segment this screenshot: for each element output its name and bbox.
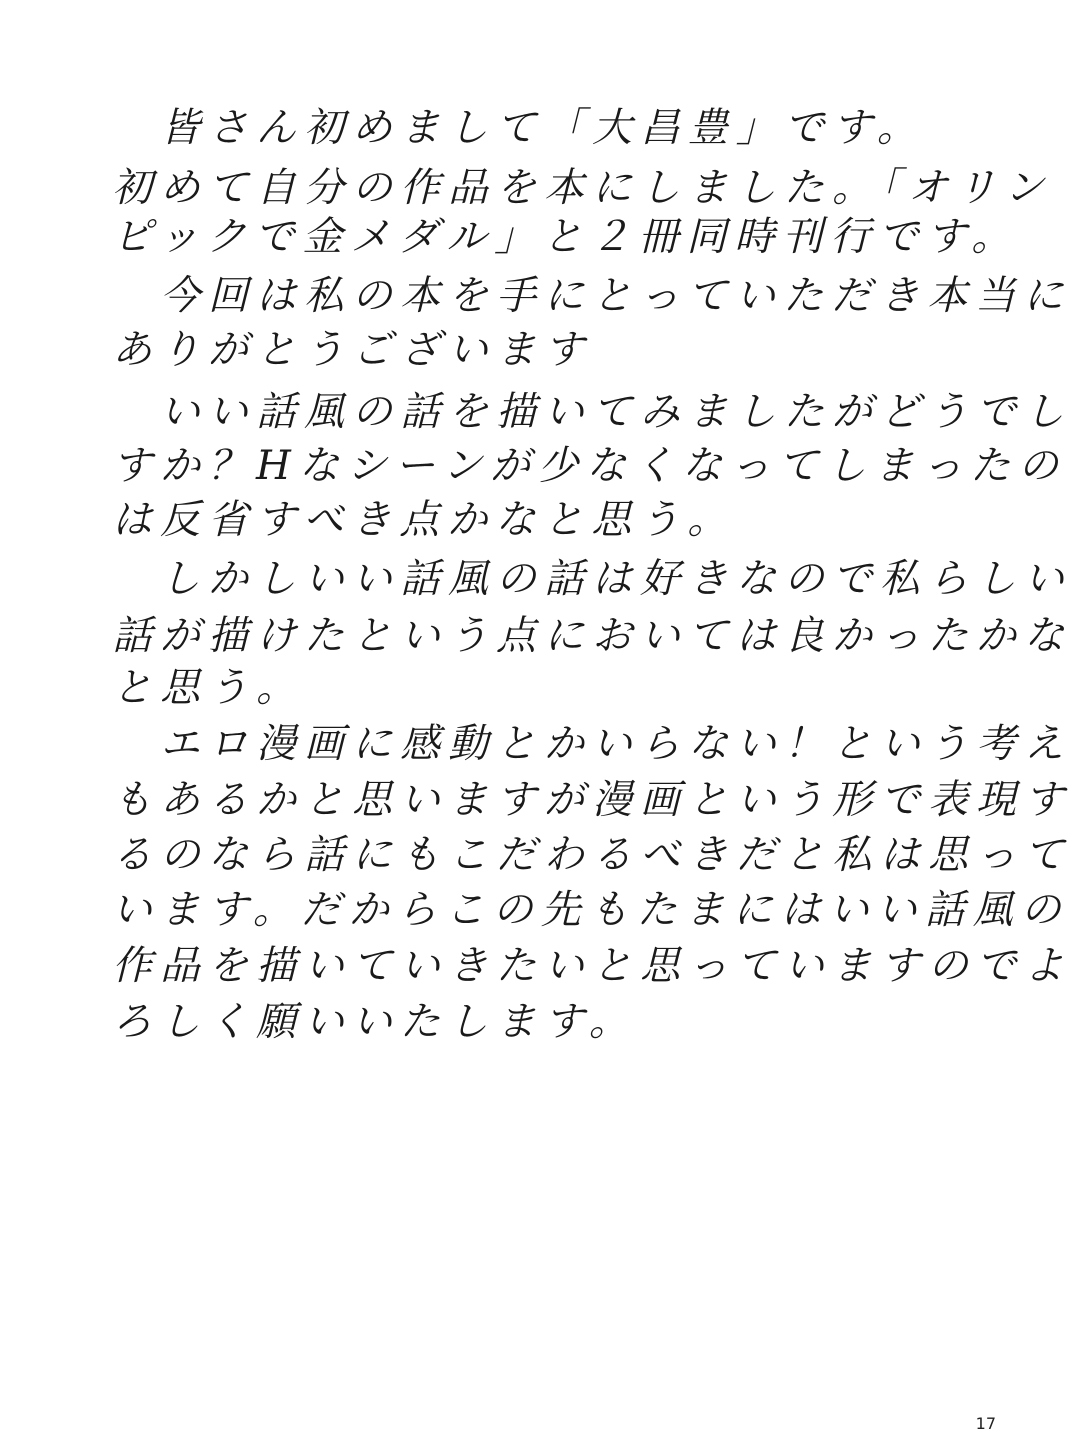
letter-line: エロ漫画に感動とかいらない！という考え (160, 721, 1072, 767)
letter-line: 話が描けたという点においては良かったかな (112, 613, 1072, 659)
letter-line: るのなら話にもこだわるべきだと私は思って (112, 832, 1072, 878)
letter-line: ありがとうございます (112, 327, 592, 373)
letter-line: ろしく願いいたします。 (112, 999, 637, 1045)
letter-line: 初めて自分の作品を本にしました。「オリン (112, 165, 1052, 211)
letter-line: いい話風の話を描いてみましたがどうでし (160, 389, 1072, 435)
letter-line: と思う。 (112, 665, 304, 711)
letter-line: は反省すべき点かなと思う。 (112, 497, 736, 543)
letter-line: 作品を描いていきたいと思っていますのでよ (112, 943, 1072, 989)
page-number: 17 (975, 1414, 996, 1433)
letter-line: すか？Hなシーンが少なくなってしまったの (112, 443, 1067, 489)
letter-line: しかしいい話風の話は好きなので私らしい (160, 556, 1072, 602)
letter-line: います。だからこの先もたまにはいい話風の (112, 887, 1069, 933)
letter-line: ピックで金メダル」と２冊同時刊行です。 (112, 214, 1020, 260)
letter-line: 今回は私の本を手にとっていただき本当に (160, 273, 1072, 319)
letter-line: もあるかと思いますが漫画という形で表現す (112, 777, 1072, 823)
letter-line: 皆さん初めまして「大昌豊」です。 (160, 105, 925, 151)
